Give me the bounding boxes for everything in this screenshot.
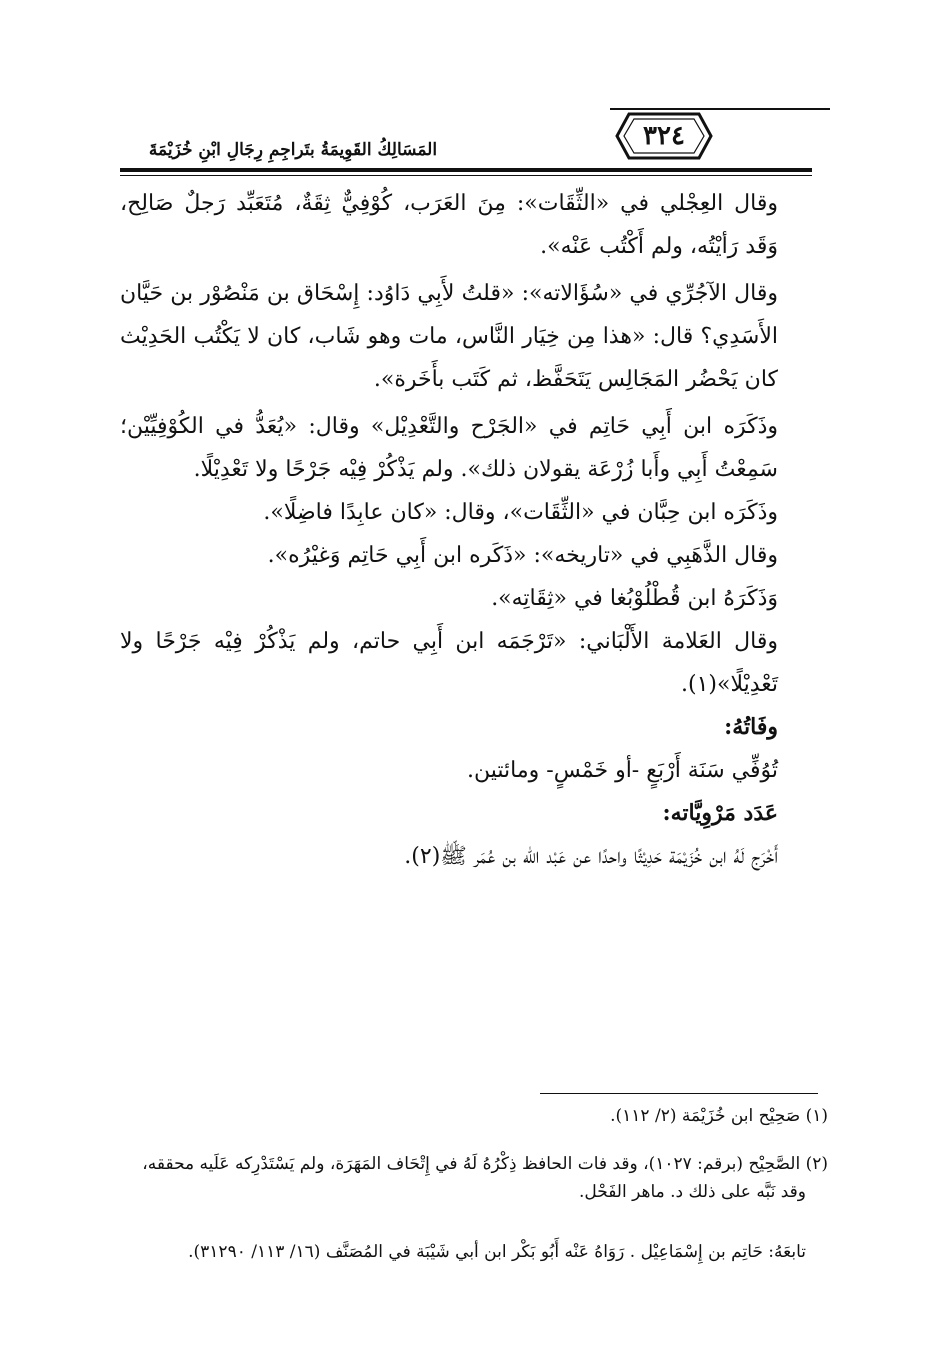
footnote-follow-up-text: تابعَهُ: حَاتِم بن إِسْمَاعِيْل . رَوَاهُ عَنْه أَبُو بَكْر ابن أبي شَيْبَة في المُصَنَّف (١٦/ ١١٣/ ٣١٢٩٠). [188,1242,806,1262]
paragraph-ajurri: وقال الآجُرِّي في «سُؤَالاته»: «قلتُ لأَبِي دَاوُد: إِسْحَاق بن مَنْصُوْر بن حَيَّان الأَسَدِي؟ قال: «هذا مِن خِيَار النَّاس، مات وهو شَاب، كان لا يَكْتُب الحَدِيْث كان يَحْضُر المَجَالِس يَتَحَفَّظ، ثم كَتَب بأَخَرة». [120,281,778,392]
paragraph-ijli: وقال العِجْلي في «الثِّقَات»: مِنَ العَرَب، كُوْفِيٌّ ثِقَةٌ، مُتَعَبِّد رَجلٌ صَالِح، وَقَد رَأيْتُه، ولم أَكْتُب عَنْه». [120,191,778,259]
paragraph-dhahabi: وقال الذَّهَبِي في «تاريخه»: «ذَكَره ابن أَبِي حَاتِم وَغيْرُه». [267,543,778,568]
page-number-badge [615,112,713,160]
header-rule-thin [120,175,812,176]
paragraph-ibn-hibban: وذَكَرَه ابن حِبَّان في «الثِّقَات»، وقال: «كان عابِدًا فاضِلًا». [263,500,778,525]
footnote-1-text: (١) صَحِيْح ابن خُزَيْمَة (٢/ ١١٢). [610,1106,828,1126]
paragraph-narrations: أَخْرَج لَهُ ابن خُزَيْمَة حَدِيْثًا واحدًا عن عَبْد الله بن عُمَر ﷺ(٢). [404,844,778,869]
page-number: ٣٢٤ [643,121,685,151]
footnote-separator [540,1093,818,1094]
main-text [120,182,818,878]
header-top-rule [610,108,830,110]
header-rule-thick [120,168,812,172]
footnote-2 [120,1150,828,1206]
section-heading-death: وفَاتُهُ: [724,714,778,740]
paragraph-albani: وقال العَلامة الأَلْبَاني: «تَرْجَمَه ابن أَبِي حاتم، ولم يَذْكُرْ فِيْه جَرْحًا ولا تَعْدِيْلًا»(١). [120,629,778,697]
paragraph-ibn-qutlubugha: وَذَكَرَهُ ابن قُطْلُوْبُغا في «ثِقَاتِه». [491,586,778,611]
footnote-1 [120,1102,828,1130]
paragraph-death: تُوُفِّي سَنَة أَرْبَعٍ -أو خَمْسٍ- ومائتين. [467,758,778,783]
running-title: المَسَالِكُ القَوِيمَةُ بتَراجِمِ رِجَالِ ابْنِ خُزَيْمَةَ [148,140,438,160]
section-heading-narrations: عَدَد مَرْوِيَّاته: [662,800,778,826]
footnote-2-follow-up [120,1238,828,1266]
footnote-2-line-2: وقد نَبَّه على ذلك د. ماهر الفَحْل. [578,1182,806,1202]
footnote-2-line-1: (٢) الصَّحِيْح (برقم: ١٠٢٧)، وقد فات الحافظ ذِكْرُهُ لَهُ في إِتْحَاف المَهَرَة، ولم يَسْتَدْرِكه عَلَيه محققه، [142,1154,828,1174]
paragraph-ibn-abi-hatim: وذَكَرَه ابن أَبِي حَاتِم في «الجَرْح والتَّعْدِيْل» وقال: «يُعَدُّ في الكُوْفِيِّيْن؛ سَمِعْتُ أَبِي وأَبا زُرْعَة يقولان ذلك». ولم يَذْكُرْ فِيْه جَرْحًا ولا تَعْدِيْلًا. [120,414,778,482]
